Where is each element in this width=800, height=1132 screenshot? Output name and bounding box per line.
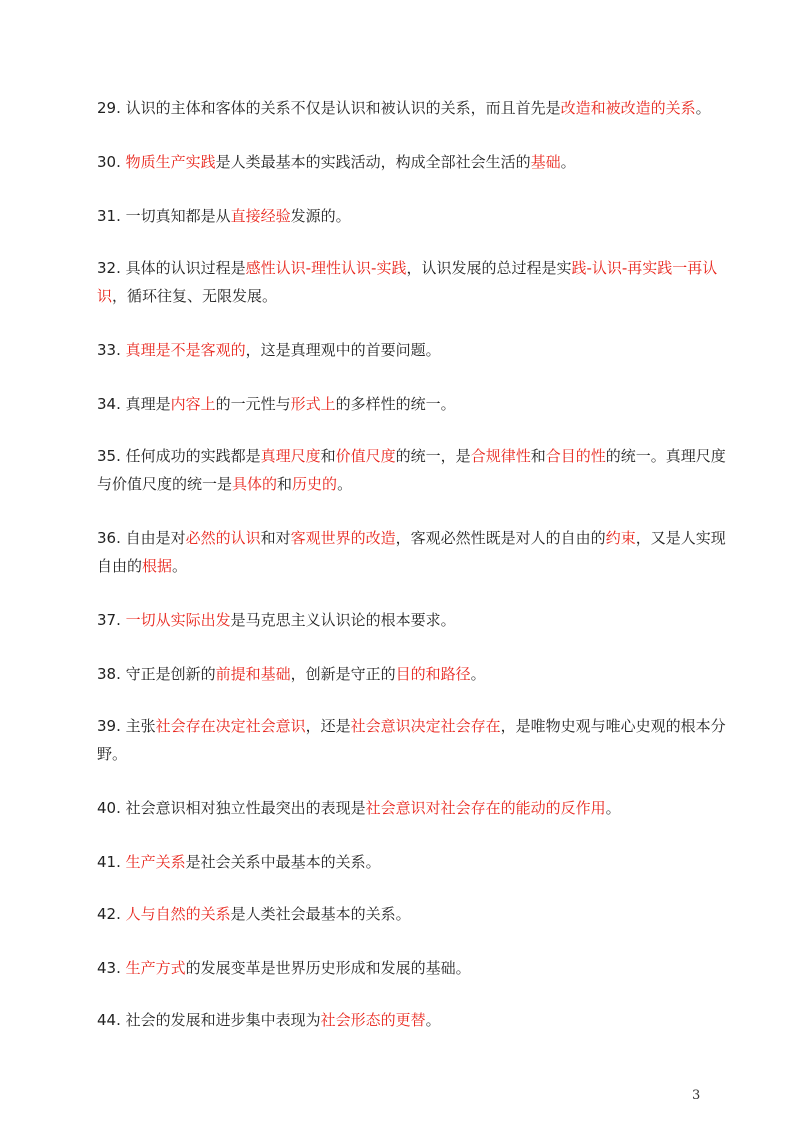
text-run: 的发展变革是世界历史形成和发展的基础。 xyxy=(185,959,471,977)
text-run: 是社会关系中最基本的关系。 xyxy=(185,853,381,871)
text-run: 发源的。 xyxy=(290,207,351,225)
text-run: ，循环往复、无限发展。 xyxy=(112,287,278,305)
highlighted-term: 历史的 xyxy=(292,475,338,493)
item-32 xyxy=(97,254,737,310)
highlighted-term: 改造和被改造的关系 xyxy=(560,99,696,117)
highlighted-term: 价值尺度 xyxy=(335,447,396,465)
text-run: 32. 具体的认识过程是 xyxy=(97,259,246,277)
item-29 xyxy=(97,94,737,122)
item-41 xyxy=(97,848,737,876)
highlighted-term: 合规律性 xyxy=(470,447,531,465)
item-44 xyxy=(97,1006,737,1034)
text-run: 。 xyxy=(425,1011,441,1029)
highlighted-term: 前提和基础 xyxy=(215,665,291,683)
text-run: 34. 真理是 xyxy=(97,395,171,413)
text-run: 42. xyxy=(97,905,126,923)
text-run: 31. 一切真知都是从 xyxy=(97,207,231,225)
text-run: 是马克思主义认识论的根本要求。 xyxy=(230,611,456,629)
highlighted-term: 直接经验 xyxy=(230,207,291,225)
highlighted-term: 约束 xyxy=(605,529,636,547)
text-run: 40. 社会意识相对独立性最突出的表现是 xyxy=(97,799,366,817)
text-run: 和 xyxy=(530,447,546,465)
text-run: 是人类最基本的实践活动，构成全部社会生活的 xyxy=(215,153,531,171)
text-run: 和 xyxy=(320,447,336,465)
text-run: ，创新是守正的 xyxy=(290,665,396,683)
highlighted-term: 具体的 xyxy=(232,475,278,493)
text-run: 的统一。真理尺度与价值尺度的统一是 xyxy=(97,447,726,493)
highlighted-term: 合目的性 xyxy=(545,447,606,465)
text-run: 35. 任何成功的实践都是 xyxy=(97,447,261,465)
highlighted-term: 生产关系 xyxy=(125,853,186,871)
text-run: 。 xyxy=(470,665,486,683)
text-run: 。 xyxy=(605,799,621,817)
item-43 xyxy=(97,954,737,982)
item-39 xyxy=(97,712,737,768)
highlighted-term: 社会形态的更替 xyxy=(320,1011,426,1029)
item-37 xyxy=(97,606,737,634)
highlighted-term: 践-认识-再实践一再认识 xyxy=(97,259,718,305)
item-30 xyxy=(97,148,737,176)
text-run: 。 xyxy=(560,153,576,171)
text-run: 39. 主张 xyxy=(97,717,156,735)
highlighted-term: 社会存在决定社会意识 xyxy=(155,717,306,735)
highlighted-term: 真理尺度 xyxy=(260,447,321,465)
highlighted-term: 基础 xyxy=(530,153,561,171)
text-run: 43. xyxy=(97,959,126,977)
text-run: 。 xyxy=(172,557,188,575)
highlighted-term: 客观世界的改造 xyxy=(290,529,396,547)
text-run: ，还是 xyxy=(305,717,351,735)
text-run: ，又是人实现自由的 xyxy=(97,529,726,575)
highlighted-term: 物质生产实践 xyxy=(125,153,216,171)
highlighted-term: 人与自然的关系 xyxy=(125,905,231,923)
text-run: 是人类社会最基本的关系。 xyxy=(230,905,411,923)
text-run: ，认识发展的总过程是实 xyxy=(406,259,572,277)
text-run: 的多样性的统一。 xyxy=(335,395,456,413)
item-40 xyxy=(97,794,737,822)
text-run: 。 xyxy=(337,475,353,493)
item-38 xyxy=(97,660,737,688)
text-run: 36. 自由是对 xyxy=(97,529,186,547)
text-run: 29. 认识的主体和客体的关系不仅是认识和被认识的关系，而且首先是 xyxy=(97,99,561,117)
highlighted-term: 根据 xyxy=(142,557,173,575)
text-run: 。 xyxy=(695,99,711,117)
text-run: 和 xyxy=(277,475,293,493)
highlighted-term: 社会意识对社会存在的能动的反作用 xyxy=(365,799,606,817)
highlighted-term: 感性认识-理性认识-实践 xyxy=(245,259,407,277)
highlighted-term: 生产方式 xyxy=(125,959,186,977)
text-run: 37. xyxy=(97,611,126,629)
highlighted-term: 一切从实际出发 xyxy=(125,611,231,629)
item-36 xyxy=(97,524,737,580)
item-31 xyxy=(97,202,737,230)
item-33 xyxy=(97,336,737,364)
text-run: 30. xyxy=(97,153,126,171)
highlighted-term: 必然的认识 xyxy=(185,529,261,547)
text-run: 的统一，是 xyxy=(395,447,471,465)
text-run: 的一元性与 xyxy=(215,395,291,413)
highlighted-term: 内容上 xyxy=(170,395,216,413)
item-35 xyxy=(97,442,737,498)
text-run: ，是唯物史观与唯心史观的根本分野。 xyxy=(97,717,726,763)
page-number: 3 xyxy=(692,1088,701,1103)
text-run: 38. 守正是创新的 xyxy=(97,665,216,683)
text-run: 33. xyxy=(97,341,126,359)
highlighted-term: 真理是不是客观的 xyxy=(125,341,246,359)
text-run: 41. xyxy=(97,853,126,871)
text-run: 44. 社会的发展和进步集中表现为 xyxy=(97,1011,321,1029)
text-run: ，客观必然性既是对人的自由的 xyxy=(395,529,606,547)
item-34 xyxy=(97,390,737,418)
highlighted-term: 社会意识决定社会存在 xyxy=(350,717,501,735)
highlighted-term: 目的和路径 xyxy=(395,665,471,683)
text-run: ，这是真理观中的首要问题。 xyxy=(245,341,441,359)
highlighted-term: 形式上 xyxy=(290,395,336,413)
item-42 xyxy=(97,900,737,928)
text-run: 和对 xyxy=(260,529,291,547)
